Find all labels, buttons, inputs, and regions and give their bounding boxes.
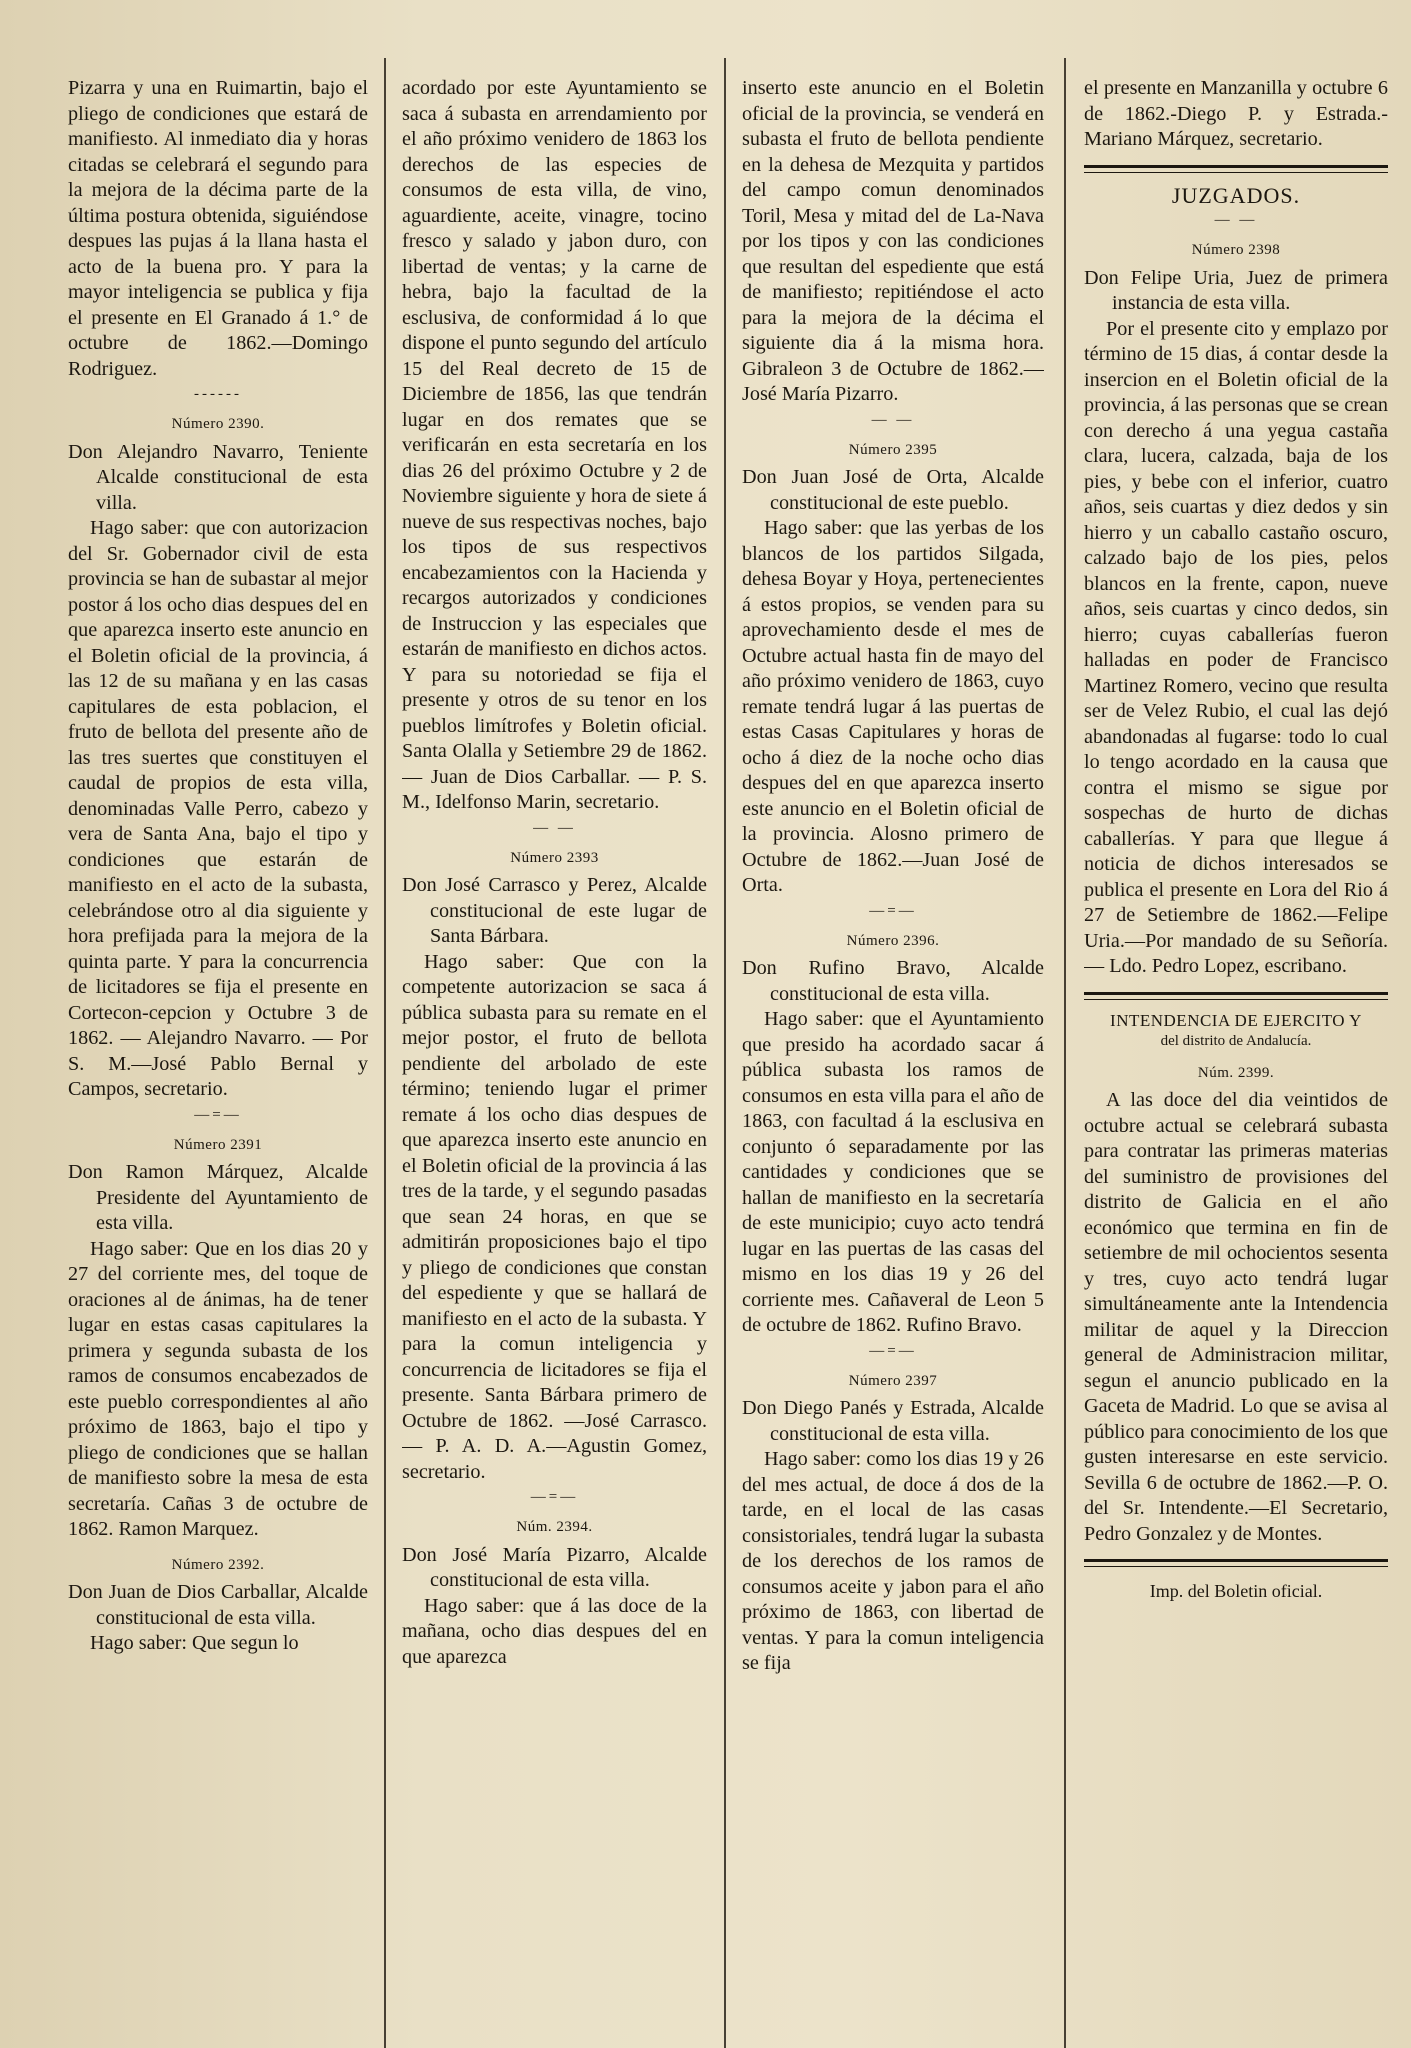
notice-heading: Don Juan de Dios Carballar, Alcalde constitucional de esta villa. [68, 1581, 368, 1629]
notice-number: Número 2398 [1191, 242, 1281, 258]
notice-body: A las doce del dia veintidos de octubre actual se celebrará subasta para contratar las primeras materias del suministro de provisiones del distrito de Galicia en el año económico que termina en fin de setiembre de mil ochocientos sesenta y tres, cuyo acto tendrá lugar simultáneamente ante la Intendencia militar de aquel y la Direccion general de Administracion militar, segun el anuncio publicado en la Gaceta de Madrid. Lo que se avisa al público para conocimiento de los que gusten interesarse en este servicio. Sevilla 6 de octubre de 1862.—P. O. del Sr. Intendente.—El Secretario, Pedro Gonzalez y de Montes. [1084, 1089, 1388, 1545]
notice-number: Número 2392. [171, 1556, 265, 1573]
section-rule [1084, 1559, 1388, 1567]
notice-number: Núm. 2394. [516, 1519, 593, 1535]
notice-heading: Don José Carrasco y Perez, Alcalde constitucional de este lugar de Santa Bárbara. [402, 874, 707, 947]
section-rule [1084, 992, 1388, 1000]
notice-body: Hago saber: que el Ayuntamiento que presido ha acordado sacar á pública subasta los ramos de consumos en esta villa para el año de 1863, con facultad á la esclusiva en conjunto ó separadamente por las cantidades y condiciones que se hallan de manifiesto en la secretaría de este municipio; cuyo acto tendrá lugar en las puertas de las casas del mismo en los dias 19 y 26 del corriente mes. Cañaveral de Leon 5 de octubre de 1862. Rufino Bravo. [742, 1008, 1044, 1336]
separator: —=— [869, 1342, 917, 1359]
notice-heading: Don Rufino Bravo, Alcalde constitucional de esta villa. [742, 957, 1044, 1005]
continued-text: acordado por este Ayuntamiento se saca á subasta en arrendamiento por el año próximo venidero de 1863 los derechos de las especies de consumos de esta villa, de vino, aguardiente, aceite, vinagre, tocino fresco y salado y jabon duro, con libertad de ventas; y la carne de hebra, bajo la facultad de la esclusiva, de conformidad á lo que dispone el punto segundo del artículo 15 del Real decreto de 15 de Diciembre de 1856, las que tendrán lugar en dos remates que se verificarán en esta secretaría en los dias 26 del próximo Octubre y 2 de Noviembre siguiente y hora de siete á nueve de sus respectivas noches, bajo los tipos de sus respectivos encabezamientos con la Hacienda y recargos autorizados y condiciones de Instruccion y las especiales que estarán de manifiesto en dichos actos. Y para su notoriedad se fija el presente y otros de su tenor en los pueblos limítrofes y Boletin oficial. Santa Olalla y Setiembre 29 de 1862.— Juan de Dios Carballar. — P. S. M., Idelfonso Marin, secretario. [402, 77, 707, 813]
separator: —=— [194, 1106, 242, 1123]
separator: — — [871, 411, 915, 428]
column-3 [742, 76, 1044, 2048]
notice-body: Hago saber: que las yerbas de los blancos de los partidos Silgada, dehesa Boyar y Hoya, pertenecientes á estos propios, se venden para su aprovechamiento desde el mes de Octubre actual hasta fin de mayo del año próximo venidero de 1863, cuyo remate tendrá lugar á las puertas de estas Casas Capitulares y horas de ocho á diez de la noche ocho dias despues del en que aparezca inserto este anuncio en el Boletin oficial de la provincia. Alosno primero de Octubre de 1862.—Juan José de Orta. [742, 517, 1044, 896]
column-4 [1084, 76, 1388, 2048]
printer-imprint: Imp. del Boletin oficial. [1149, 1581, 1323, 1601]
column-1 [68, 76, 368, 2048]
notice-body: Por el presente cito y emplazo por término de 15 dias, á contar desde la insercion en el Boletin oficial de la provincia, á las personas que se crean con derecho á una yegua castaña clara, lucera, calzada, baja de los pies, y bebe con el inferior, cuatro años, seis cuartas y diez dedos y sin hierro y un caballo castaño oscuro, calzado bajo de los pies, pelos blancos en la frente, capon, nueve años, seis cuartas y cinco dedos, sin hierro; cuyas caballerías fueron halladas en poder de Francisco Martinez Romero, vecino que resulta ser de Velez Rubio, el cual las dejó abandonadas al fugarse: todo lo cual lo tengo acordado en la causa que contra el mismo se sigue por sospechas de hurto de dichas caballerías. Y para que llegue á noticia de dichos interesados se publica el presente en Lora del Rio á 27 de Setiembre de 1862.—Felipe Uria.—Por mandado de su Señoría.— Ldo. Pedro Lopez, escribano. [1084, 317, 1388, 977]
notice-number: Número 2393 [510, 849, 599, 866]
column-2 [402, 76, 707, 2048]
notice-heading: Don Diego Panés y Estrada, Alcalde constitucional de esta villa. [742, 1397, 1044, 1445]
section-subheading: del distrito de Andalucía. [1160, 1032, 1312, 1049]
continued-text: el presente en Manzanilla y octubre 6 de 1862.-Diego P. y Estrada.-Mariano Márquez, secretario. [1084, 77, 1388, 150]
notice-heading: Don Juan José de Orta, Alcalde constitucional de este pueblo. [742, 466, 1044, 514]
notice-heading: Don Ramon Márquez, Alcalde Presidente del Ayuntamiento de esta villa. [68, 1161, 368, 1234]
notice-heading: Don Felipe Uria, Juez de primera instancia de esta villa. [1084, 266, 1388, 314]
column-rule [384, 58, 386, 2048]
notice-body: Hago saber: que con autorizacion del Sr. Gobernador civil de esta provincia se han de subastar al mejor postor á los ocho dias despues del en que aparezca inserto este anuncio en el Boletin oficial de la provincia, á las 12 de su mañana y en las casas capitulares de esta poblacion, el fruto de bellota del presente año de las tres suertes que constituyen el caudal de propios de esta villa, denominadas Valle Perro, cabezo y vera de Santa Ana, bajo el tipo y condiciones que estarán de manifiesto en el acto de la subasta, celebrándose otro al dia siguiente y hora prefijada para la mejora de la quinta parte. Y para la concurrencia de licitadores se fija el presente en Cortecon-cepcion y Octubre 3 de 1862. — Alejandro Navarro. — Por S. M.—José Pablo Bernal y Campos, secretario. [68, 517, 368, 1100]
separator: —=— [530, 1489, 579, 1505]
continued-text: inserto este anuncio en el Boletin oficial de la provincia, se venderá en subasta el fruto de bellota pendiente en la dehesa de Mezquita y partidos del campo comun denominados Toril, Mesa y mitad del de La-Nava por los tipos y con las condiciones que resultan del espediente que está de manifiesto; repitiéndose el acto para la mejora de la décima el siguiente dia á la misma hora. Gibraleon 3 de Octubre de 1862.— José María Pizarro. [742, 77, 1044, 405]
section-heading-juzgados: JUZGADOS. [1171, 182, 1301, 208]
separator: —=— [869, 902, 917, 919]
separator: — — [1214, 212, 1258, 228]
separator: ------ [194, 386, 242, 402]
column-rule [1064, 58, 1066, 2048]
notice-number: Número 2396. [846, 932, 940, 949]
notice-number: Número 2391 [173, 1136, 263, 1153]
notice-number: Número 2397 [848, 1372, 938, 1389]
continued-text: Pizarra y una en Ruimartin, bajo el pliego de condiciones que estará de manifiesto. Al inmediato dia y horas citadas se celebrará el segundo para la mejora de la décima parte de la última postura obtenida, siguiéndose despues las pujas á la llana hasta el acto de la buena pro. Y para la mayor inteligencia se publica y fija el presente en El Granado á 1.° de octubre de 1862.—Domingo Rodriguez. [68, 77, 368, 380]
notice-heading: Don Alejandro Navarro, Teniente Alcalde constitucional de esta villa. [68, 440, 368, 514]
notice-body: Hago saber: que á las doce de la mañana, ocho dias despues del en que aparezca [402, 1594, 707, 1668]
separator: — — [533, 819, 576, 836]
notice-heading: Don José María Pizarro, Alcalde constitucional de esta villa. [402, 1543, 707, 1591]
section-heading-intendencia: INTENDENCIA DE EJERCITO Y [1110, 1010, 1362, 1030]
notice-body: Hago saber: Que con la competente autorizacion se saca á pública subasta para su remate en el mejor postor, el fruto de bellota pendiente del arbolado de este término; teniendo lugar el primer remate á los ocho dias despues de que aparezca inserto este anuncio en el Boletin oficial de la provincia á las tres de la tarde, y el segundo pasadas que sean 24 horas, en que se admitirán proposiciones bajo el tipo y pliego de condiciones que constan del espediente y que se hallará de manifiesto en el acto de la subasta. Y para la comun inteligencia y concurrencia de licitadores se fija el presente. Santa Bárbara primero de Octubre de 1862. —José Carrasco. — P. A. D. A.—Agustin Gomez, secretario. [402, 950, 707, 1483]
notice-number: Número 2390. [171, 416, 265, 432]
notice-body: Hago saber: como los dias 19 y 26 del mes actual, de doce á dos de la tarde, en el local de las casas consistoriales, tendrá lugar la subasta de los derechos de los ramos de consumos aceite y jabon para el año próximo de 1863, con libertad de ventas. Y para la comun inteligencia se fija [742, 1448, 1044, 1674]
notice-number: Núm. 2399. [1197, 1064, 1275, 1081]
notice-body: Hago saber: Que en los dias 20 y 27 del corriente mes, del toque de oraciones al de ánimas, ha de tener lugar en estas casas capitulares la primera y segunda subasta de los ramos de consumos encabezados de este pueblo correspondientes al año próximo de 1863, bajo el tipo y pliego de condiciones que se hallan de manifiesto sobre la mesa de esta secretaría. Cañas 3 de octubre de 1862. Ramon Marquez. [68, 1237, 368, 1540]
notice-number: Número 2395 [848, 441, 938, 458]
section-rule [1084, 165, 1388, 173]
notice-body: Hago saber: Que segun lo [90, 1632, 299, 1654]
column-rule [724, 58, 726, 2048]
